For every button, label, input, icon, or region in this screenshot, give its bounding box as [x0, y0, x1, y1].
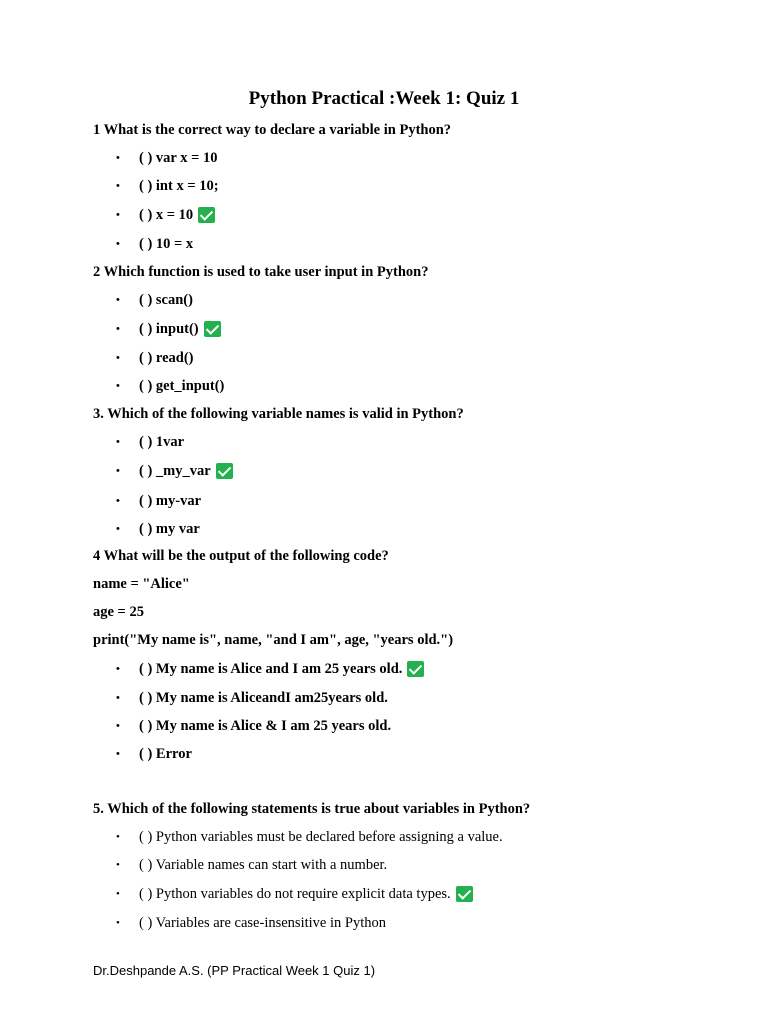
bullet-icon: • — [116, 748, 120, 760]
code-line-3: print("My name is", name, "and I am", age, "years old.") — [93, 632, 454, 648]
q2-option-1: • ( ) scan() — [116, 292, 193, 308]
question-1: 1 What is the correct way to declare a variable in Python? — [93, 122, 452, 138]
q3-option-4: • ( ) my var — [116, 521, 200, 537]
page-footer: Dr.Deshpande A.S. (PP Practical Week 1 Quiz 1) — [93, 963, 376, 978]
q3-option-3: • ( ) my-var — [116, 493, 202, 509]
check-mark-icon — [216, 463, 233, 479]
bullet-icon: • — [116, 180, 120, 192]
q3-option-2: • ( ) _my_var — [116, 462, 233, 480]
bullet-icon: • — [116, 323, 120, 335]
q3-option-1: • ( ) 1var — [116, 434, 185, 450]
q1-option-1: • ( ) var x = 10 — [116, 150, 218, 166]
q5-option-2: • ( ) Variable names can start with a number. — [116, 857, 388, 873]
question-2: 2 Which function is used to take user input in Python? — [93, 264, 429, 280]
q2-option-4: • ( ) get_input() — [116, 378, 225, 394]
bullet-icon: • — [116, 209, 120, 221]
bullet-icon: • — [116, 523, 120, 535]
bullet-icon: • — [116, 888, 120, 900]
code-line-1: name = "Alice" — [93, 576, 190, 592]
bullet-icon: • — [116, 238, 120, 250]
check-mark-icon — [204, 321, 221, 337]
q4-option-1: • ( ) My name is Alice and I am 25 years old. — [116, 660, 424, 678]
bullet-icon: • — [116, 465, 120, 477]
q2-option-3: • ( ) read() — [116, 350, 194, 366]
q1-option-2: • ( ) int x = 10; — [116, 178, 219, 194]
q1-option-4: • ( ) 10 = x — [116, 236, 194, 252]
q2-option-2: • ( ) input() — [116, 320, 221, 338]
question-5: 5. Which of the following statements is true about variables in Python? — [93, 801, 531, 817]
bullet-icon: • — [116, 692, 120, 704]
q4-option-3: • ( ) My name is Alice & I am 25 years old. — [116, 718, 392, 734]
check-mark-icon — [198, 207, 215, 223]
bullet-icon: • — [116, 859, 120, 871]
check-mark-icon — [407, 661, 424, 677]
bullet-icon: • — [116, 352, 120, 364]
bullet-icon: • — [116, 720, 120, 732]
q4-option-4: • ( ) Error — [116, 746, 192, 762]
bullet-icon: • — [116, 152, 120, 164]
q5-option-4: • ( ) Variables are case-insensitive in Python — [116, 915, 386, 931]
bullet-icon: • — [116, 831, 120, 843]
check-mark-icon — [456, 886, 473, 902]
q4-option-2: • ( ) My name is AliceandI am25years old. — [116, 690, 388, 706]
bullet-icon: • — [116, 663, 120, 675]
q5-option-1: • ( ) Python variables must be declared before assigning a value. — [116, 829, 503, 845]
question-4: 4 What will be the output of the following code? — [93, 548, 389, 564]
q1-option-3: • ( ) x = 10 — [116, 206, 215, 224]
code-line-2: age = 25 — [93, 604, 144, 620]
bullet-icon: • — [116, 380, 120, 392]
q5-option-3: • ( ) Python variables do not require explicit data types. — [116, 885, 473, 903]
bullet-icon: • — [116, 294, 120, 306]
question-3: 3. Which of the following variable names is valid in Python? — [93, 406, 464, 422]
page-title: Python Practical :Week 1: Quiz 1 — [248, 88, 520, 109]
bullet-icon: • — [116, 436, 120, 448]
bullet-icon: • — [116, 917, 120, 929]
bullet-icon: • — [116, 495, 120, 507]
